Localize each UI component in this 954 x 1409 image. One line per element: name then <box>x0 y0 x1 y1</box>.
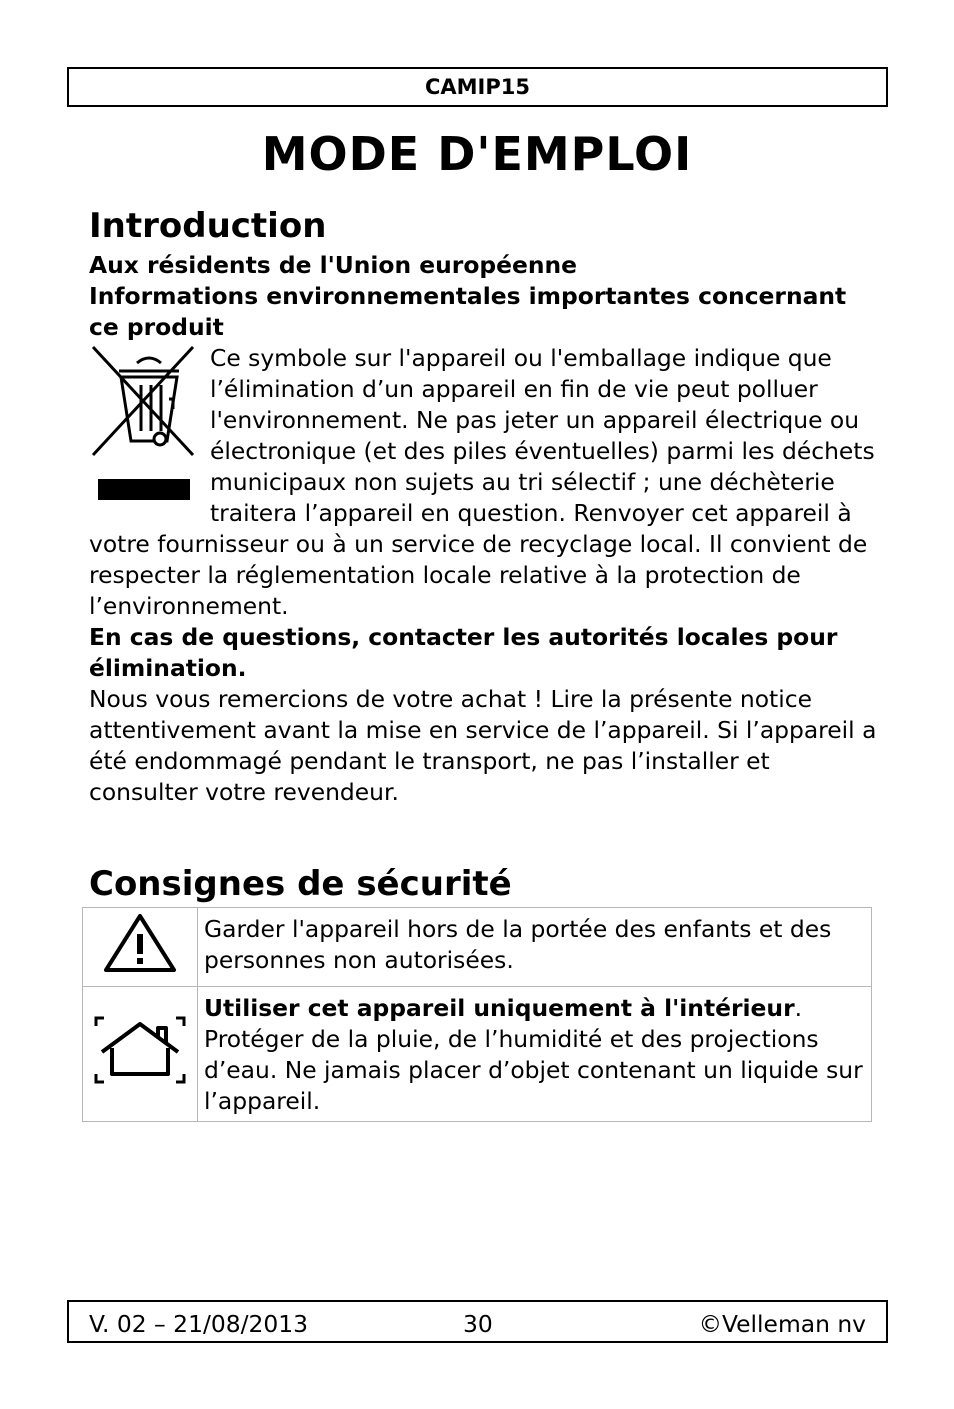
footer-page-number: 30 <box>463 1310 493 1338</box>
footer-version: V. 02 – 21/08/2013 <box>89 1310 309 1338</box>
safety-text: Protéger de la pluie, de l’humidité et des projections d’eau. Ne jamais placer d’objet contenant un liquide sur l’appareil. <box>204 1025 863 1115</box>
safety-text-cell <box>198 987 872 1122</box>
intro-subheading-env: Informations environnementales importantes concernant ce produit <box>89 282 847 341</box>
table-row <box>83 987 872 1122</box>
footer-copyright: ©Velleman nv <box>698 1310 866 1338</box>
table-row <box>83 908 872 987</box>
model-number: CAMIP15 <box>425 75 530 99</box>
safety-table <box>82 907 872 1122</box>
footer <box>67 1300 888 1343</box>
safety-text-bold: Utiliser cet appareil uniquement à l'intérieur <box>204 994 795 1022</box>
safety-text-cell <box>198 908 872 987</box>
safety-icon-cell <box>83 908 198 987</box>
intro-thanks: Nous vous remercions de votre achat ! Lire la présente notice attentivement avant la mise en service de l’appareil. Si l’appareil a été endommagé pendant le transport, ne pas l’installer et consulter votre revendeur. <box>89 685 877 806</box>
intro-heading: Introduction <box>89 206 327 246</box>
page-title: MODE D'EMPLOI <box>261 127 693 181</box>
intro-body: Ce symbole sur l'appareil ou l'emballage indique que l’élimination d’un appareil en fin de vie peut polluer l'environnement. Ne pas jeter un appareil électrique ou électronique (et des piles éventuelles) parmi les déchets municipaux non sujets au tri sélectif ; une déchèterie traitera l’appareil en question. Renvoyer cet appareil à votre fournisseur ou à un service de recyclage local. Il convient de respecter la réglementation locale relative à la protection de l’environnement. <box>89 344 875 620</box>
intro-section <box>89 202 879 808</box>
weee-crossed-bin-icon <box>89 343 207 513</box>
safety-heading: Consignes de sécurité <box>89 864 512 904</box>
warning-triangle-icon <box>102 912 178 974</box>
header-model-box <box>67 67 888 107</box>
indoor-house-icon <box>92 1014 188 1086</box>
intro-contact: En cas de questions, contacter les autorités locales pour élimination. <box>89 623 838 682</box>
safety-text: Garder l'appareil hors de la portée des enfants et des personnes non autorisées. <box>204 915 832 974</box>
safety-icon-cell <box>83 987 198 1122</box>
intro-subheading-eu: Aux résidents de l'Union européenne <box>89 251 578 279</box>
safety-text-punct: . <box>794 994 803 1022</box>
